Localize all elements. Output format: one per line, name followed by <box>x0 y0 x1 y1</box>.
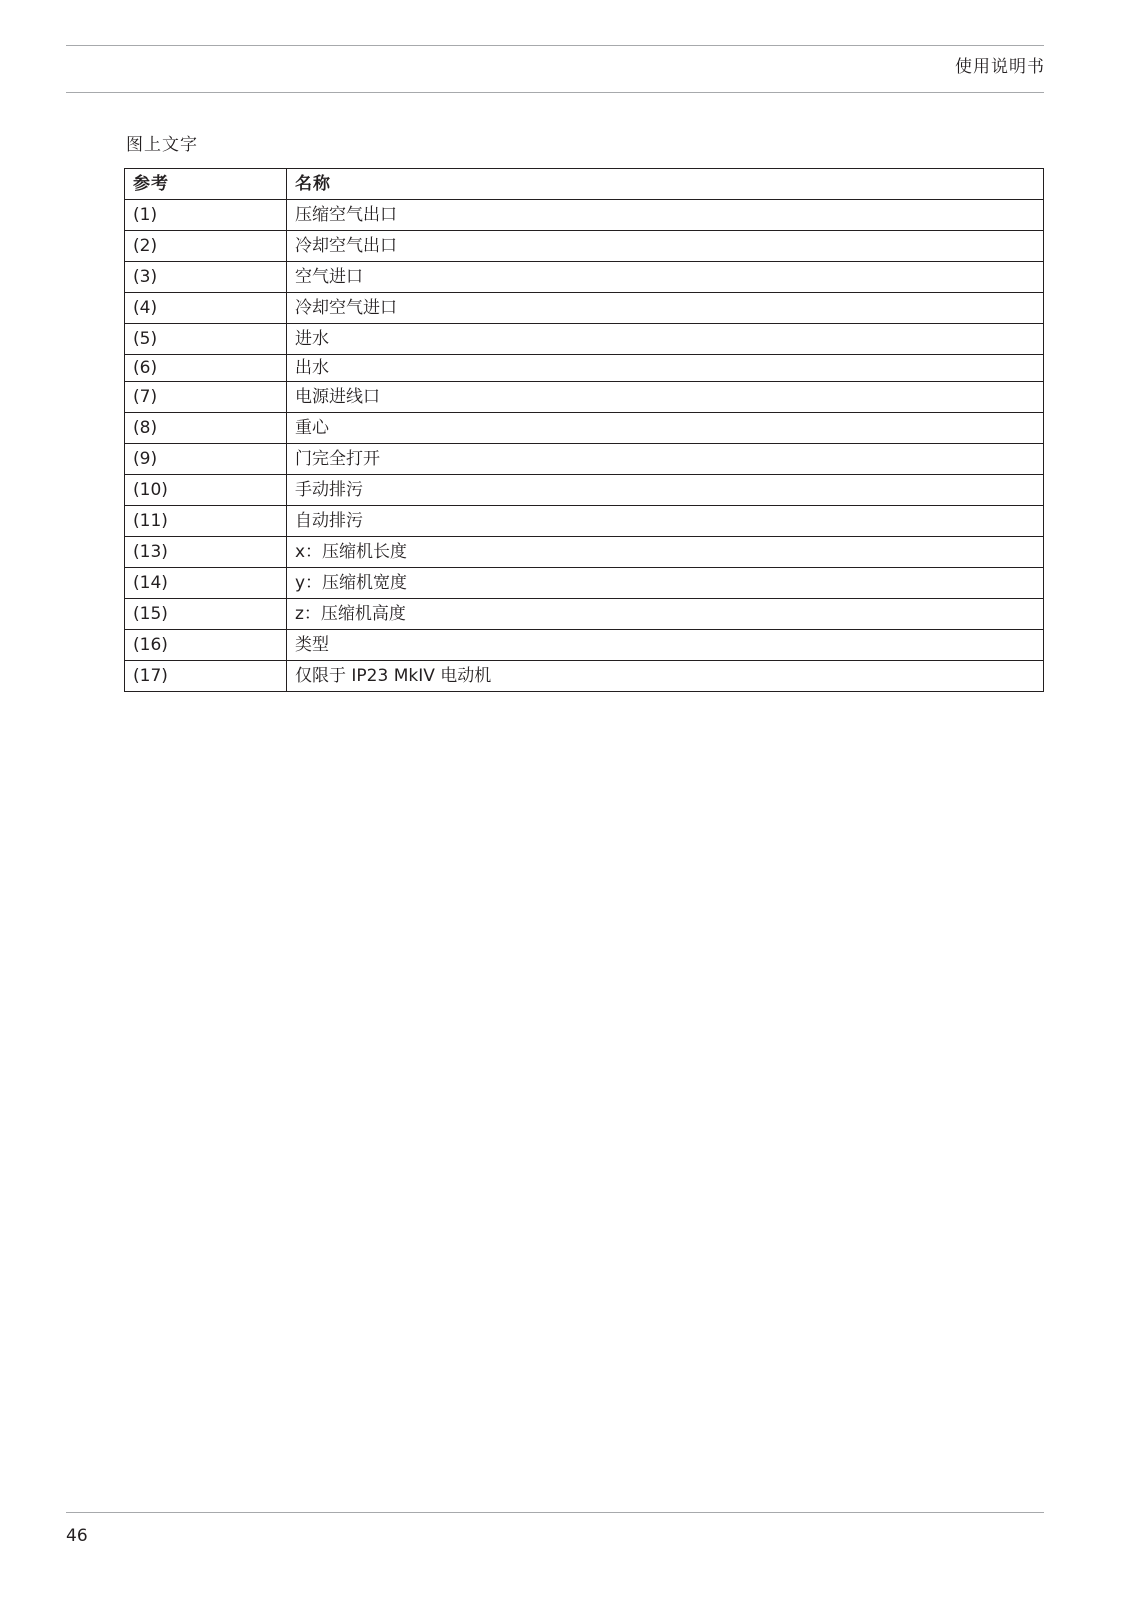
row-name: y：压缩机宽度 <box>287 568 1044 599</box>
table-row <box>125 599 1044 630</box>
row-name: 出水 <box>287 355 1044 382</box>
row-name: 重心 <box>287 413 1044 444</box>
table-row <box>125 231 1044 262</box>
page-number: 46 <box>66 1526 88 1546</box>
table-row <box>125 355 1044 382</box>
row-ref: (5) <box>125 324 287 355</box>
header-top-rule <box>66 45 1044 46</box>
row-ref: (3) <box>125 262 287 293</box>
row-ref: (16) <box>125 630 287 661</box>
table-row <box>125 444 1044 475</box>
row-name: 门完全打开 <box>287 444 1044 475</box>
table-row <box>125 200 1044 231</box>
row-ref: (15) <box>125 599 287 630</box>
row-name: 自动排污 <box>287 506 1044 537</box>
row-name: 手动排污 <box>287 475 1044 506</box>
table-row <box>125 661 1044 692</box>
table-row <box>125 568 1044 599</box>
header-name: 名称 <box>287 169 1044 200</box>
footer-rule <box>66 1512 1044 1513</box>
row-ref: (4) <box>125 293 287 324</box>
reference-table <box>124 168 1044 692</box>
row-ref: (1) <box>125 200 287 231</box>
table-row <box>125 475 1044 506</box>
table-row <box>125 324 1044 355</box>
row-ref: (17) <box>125 661 287 692</box>
table-row <box>125 537 1044 568</box>
row-name: 电源进线口 <box>287 382 1044 413</box>
row-ref: (11) <box>125 506 287 537</box>
row-ref: (10) <box>125 475 287 506</box>
row-name: 压缩空气出口 <box>287 200 1044 231</box>
row-name: x：压缩机长度 <box>287 537 1044 568</box>
table-row <box>125 293 1044 324</box>
row-name: z：压缩机高度 <box>287 599 1044 630</box>
table-row <box>125 382 1044 413</box>
row-ref: (14) <box>125 568 287 599</box>
table-row <box>125 413 1044 444</box>
header-bottom-rule <box>66 92 1044 93</box>
row-ref: (8) <box>125 413 287 444</box>
table-row <box>125 506 1044 537</box>
header-ref: 参考 <box>125 169 287 200</box>
row-name: 仅限于 IP23 MkIV 电动机 <box>287 661 1044 692</box>
row-ref: (7) <box>125 382 287 413</box>
row-ref: (2) <box>125 231 287 262</box>
row-ref: (9) <box>125 444 287 475</box>
row-name: 冷却空气进口 <box>287 293 1044 324</box>
row-name: 进水 <box>287 324 1044 355</box>
row-name: 冷却空气出口 <box>287 231 1044 262</box>
document-title: 使用说明书 <box>955 57 1045 77</box>
row-name: 空气进口 <box>287 262 1044 293</box>
row-ref: (13) <box>125 537 287 568</box>
row-name: 类型 <box>287 630 1044 661</box>
section-title: 图上文字 <box>126 135 198 155</box>
row-ref: (6) <box>125 355 287 382</box>
table-row <box>125 630 1044 661</box>
table-header-row <box>125 169 1044 200</box>
table-row <box>125 262 1044 293</box>
